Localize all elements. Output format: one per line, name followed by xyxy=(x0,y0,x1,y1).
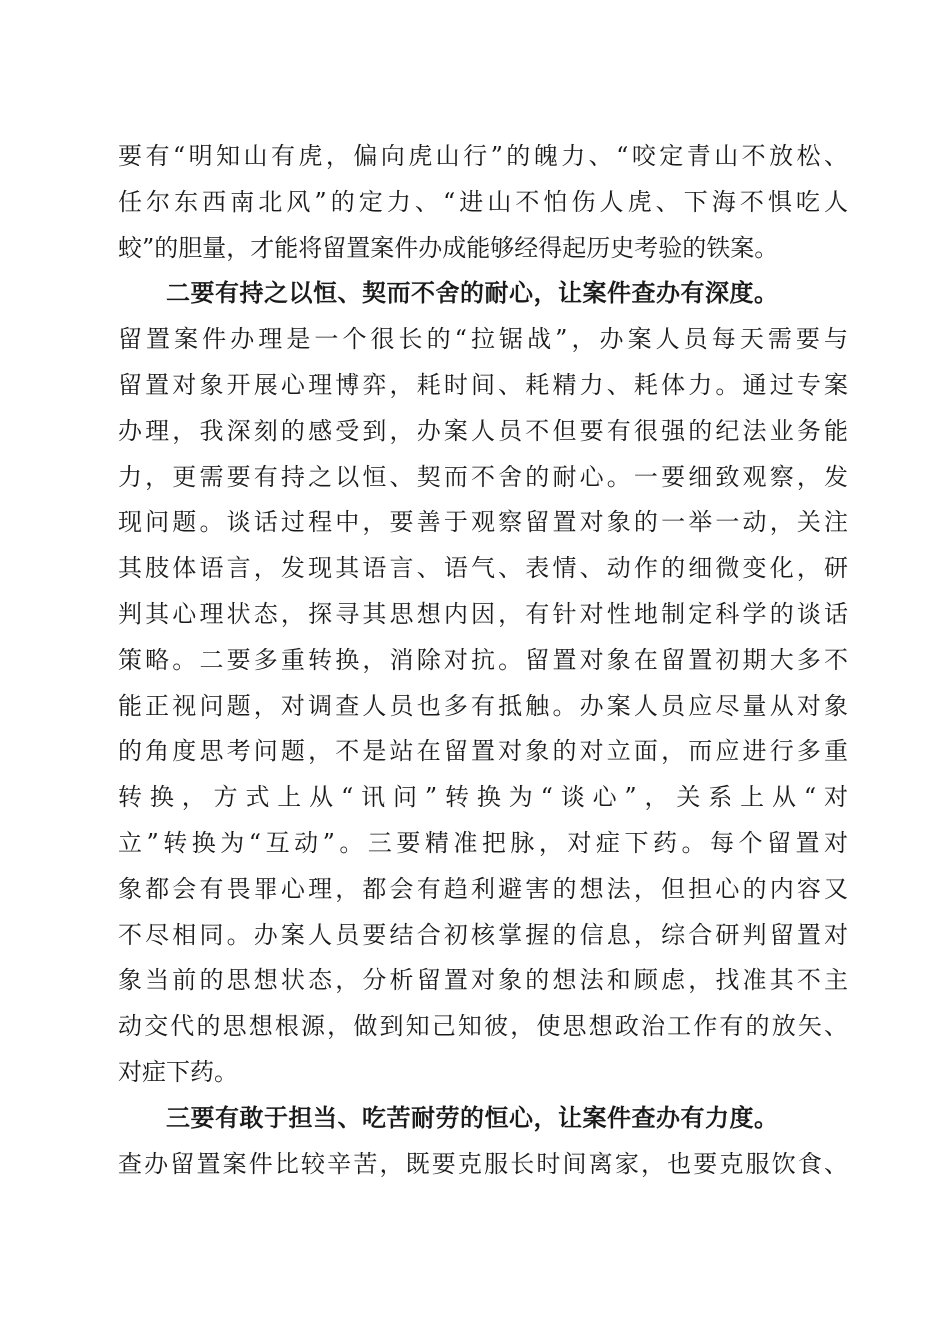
text-line: 能正视问题，对调查人员也多有抵触。办案人员应尽量从对象 xyxy=(118,691,848,720)
text-line: 象都会有畏罪心理，都会有趋利避害的想法，但担心的内容又 xyxy=(118,874,848,903)
text-line: 动交代的思想根源，做到知己知彼，使思想政治工作有的放矢、 xyxy=(118,1012,848,1041)
text-line: 判其心理状态，探寻其思想内因，有针对性地制定科学的谈话 xyxy=(118,599,848,628)
text-line: 象当前的思想状态，分析留置对象的想法和顾虑，找准其不主 xyxy=(118,966,848,995)
text-line: 力，更需要有持之以恒、契而不舍的耐心。一要细致观察，发 xyxy=(118,462,848,491)
section-heading: 二要有持之以恒、契而不舍的耐心，让案件查办有深度。 xyxy=(166,279,779,308)
text-line: 不尽相同。办案人员要结合初核掌握的信息，综合研判留置对 xyxy=(118,920,848,949)
text-line: 转换，方式上从“讯问”转换为“谈心”，关系上从“对 xyxy=(118,783,848,812)
text-line: 立”转换为“互动”。三要精准把脉，对症下药。每个留置对 xyxy=(118,828,848,857)
text-line: 留置对象开展心理博弈，耗时间、耗精力、耗体力。通过专案 xyxy=(118,370,848,399)
text-line: 策略。二要多重转换，消除对抗。留置对象在留置初期大多不 xyxy=(118,645,848,674)
text-line: 任尔东西南北风”的定力、“进山不怕伤人虎、下海不惧吃人 xyxy=(118,187,848,216)
text-line: 现问题。谈话过程中，要善于观察留置对象的一举一动，关注 xyxy=(118,508,848,537)
section-heading: 三要有敢于担当、吃苦耐劳的恒心，让案件查办有力度。 xyxy=(166,1103,779,1132)
text-line: 对症下药。 xyxy=(118,1057,238,1086)
text-line: 留置案件办理是一个很长的“拉锯战”，办案人员每天需要与 xyxy=(118,325,848,354)
text-line: 查办留置案件比较辛苦，既要克服长时间离家，也要克服饮食、 xyxy=(118,1149,848,1178)
text-line: 要有“明知山有虎，偏向虎山行”的魄力、“咬定青山不放松、 xyxy=(118,142,848,170)
text-line: 的角度思考问题，不是站在留置对象的对立面，而应进行多重 xyxy=(118,737,848,766)
body-text xyxy=(118,134,848,1187)
text-line: 其肢体语言，发现其语言、语气、表情、动作的细微变化，研 xyxy=(118,554,848,583)
text-line: 蛟”的胆量，才能将留置案件办成能够经得起历史考验的铁案。 xyxy=(118,233,779,262)
text-line: 办理，我深刻的感受到，办案人员不但要有很强的纪法业务能 xyxy=(118,416,848,445)
